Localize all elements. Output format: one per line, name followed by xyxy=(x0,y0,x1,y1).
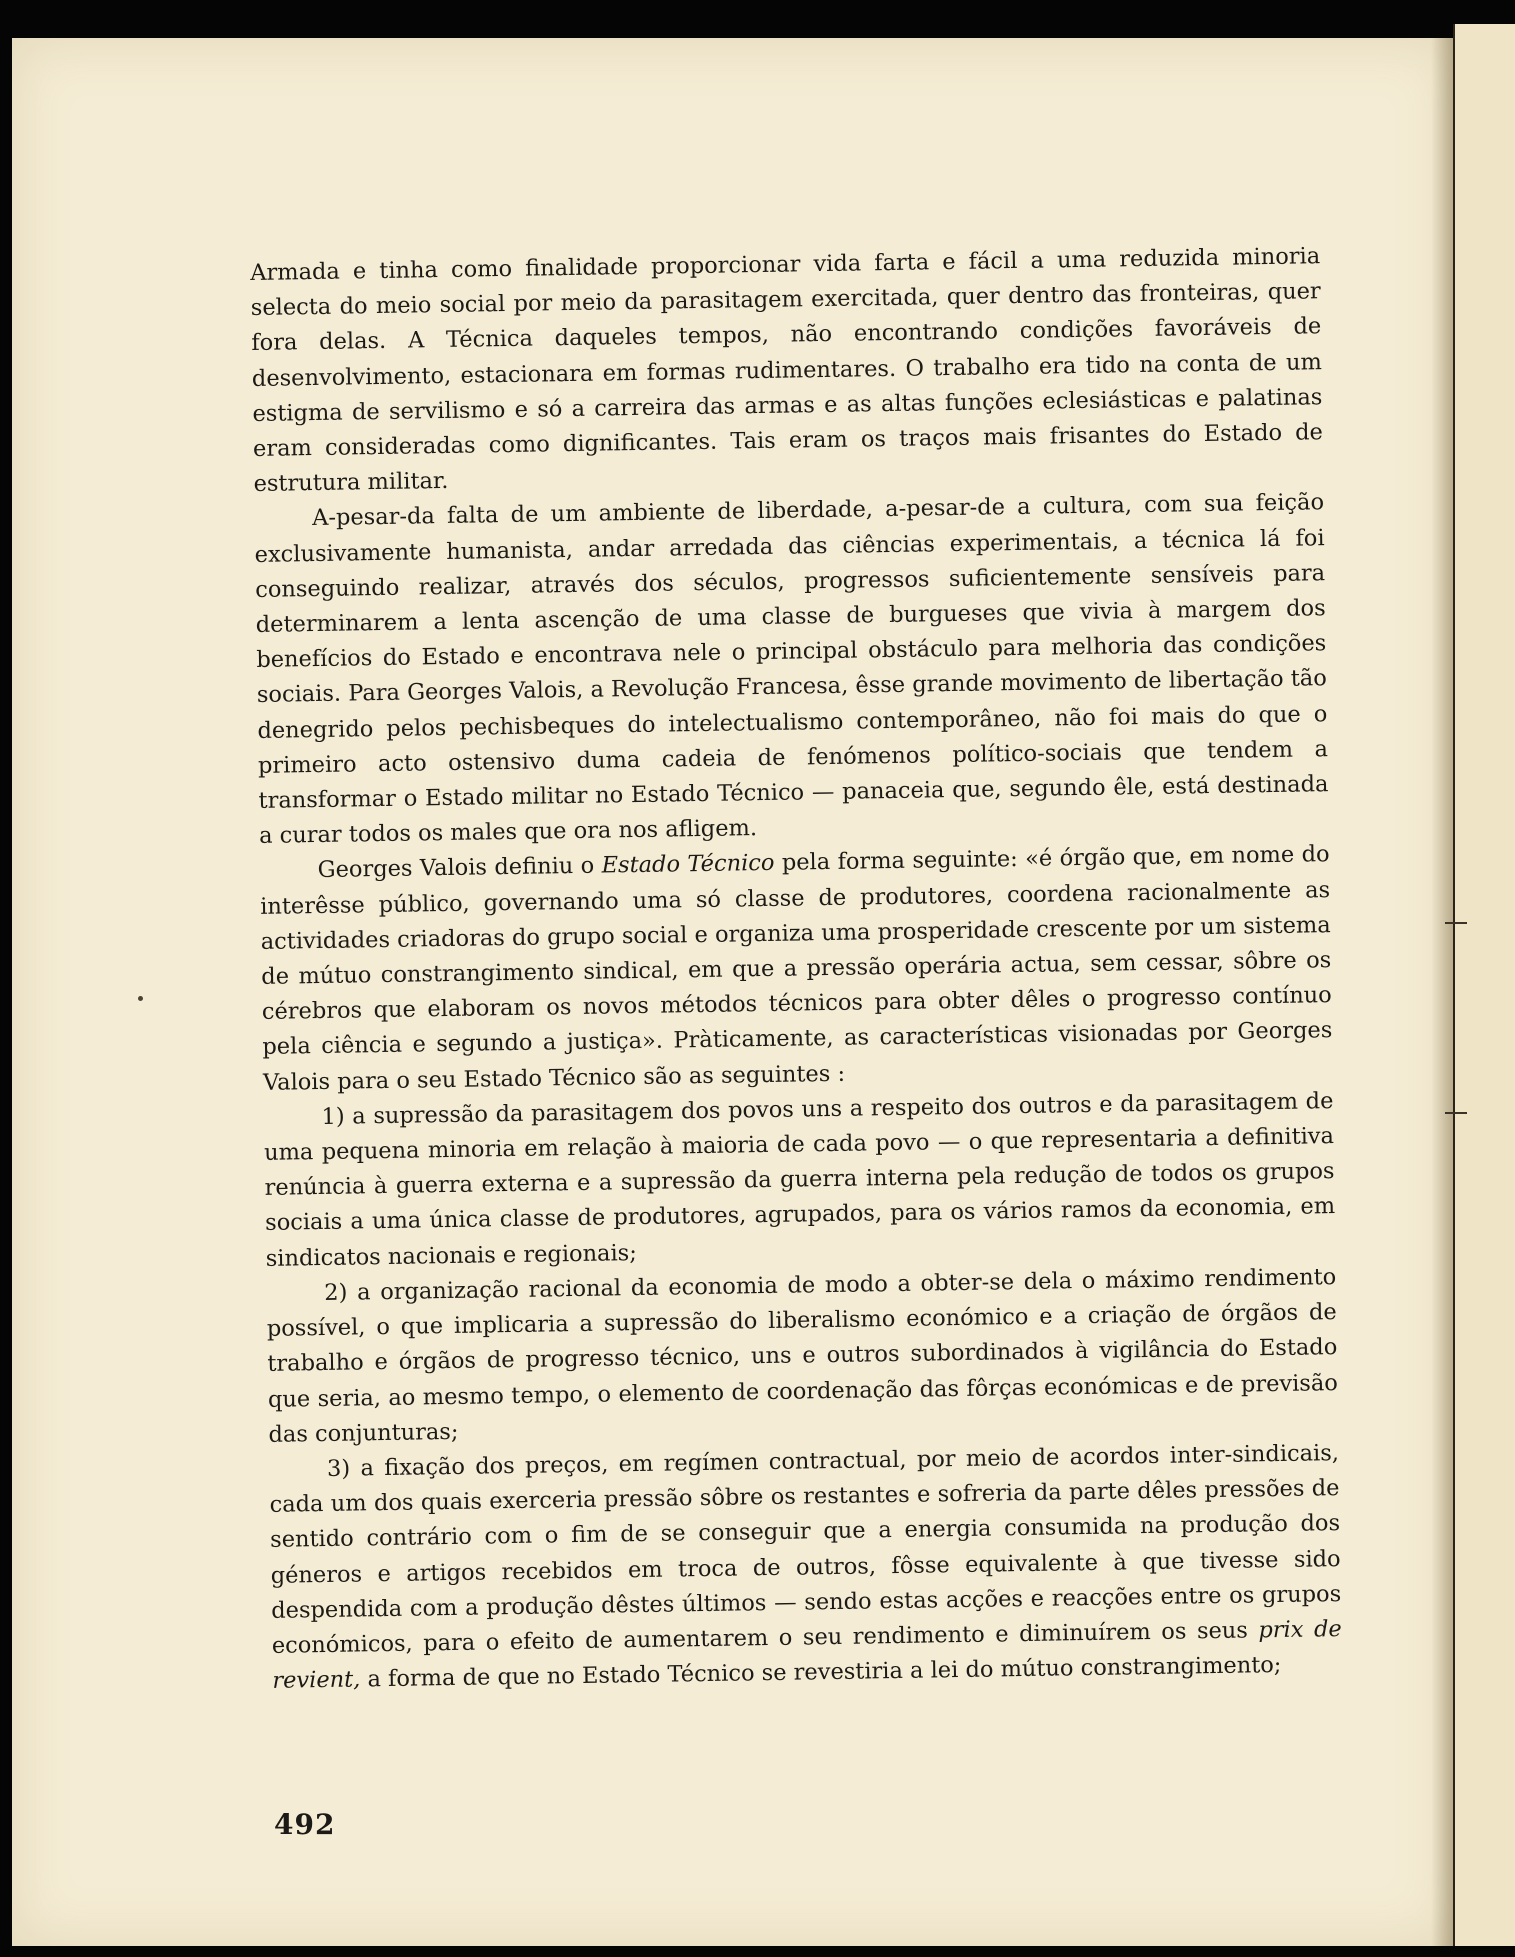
page-body-text xyxy=(250,239,1343,1699)
item3-text-before: 3) a fixação dos preços, em regímen contractual, por meio de acordos inter-sindicais, cada um dos quais exerceria pressão sôbre os restantes e sofreria da parte dêles pressões de sentido contrário com o fim de se conseguir que a energia consumida na produção dos géneros e artigos recebidos em troca de outros, fôsse equivalente à que tivesse sido despendida com a produção dêstes últimos — sendo estas acções e reacções entre os grupos económicos, para o efeito de aumentarem o seu rendimento e diminuírem os seus xyxy=(269,1439,1342,1659)
page-number: 492 xyxy=(274,1808,336,1841)
page-edge-mark xyxy=(1445,922,1467,924)
item3-text-after: a forma de que no Estado Técnico se revestiria a lei do mútuo constrangimento; xyxy=(360,1652,1282,1693)
paragraph-french-revolution: A-pesar-da falta de um ambiente de liberdade, a-pesar-de a cultura, com sua feição exclusivamente humanista, andar arredada das ciências experimentais, a técnica lá foi conseguindo realizar, através dos séculos, progressos suficientemente sensíveis para determinarem a lenta ascenção de uma classe de burgueses que vivia à margem dos benefícios do Estado e encontrava nele o principal obstáculo para melhoria das condições sociais. Para Georges Valois, a Revolução Francesa, êsse grande movimento de libertação tão denegrido pelos pechisbeques do intelectualismo contemporâneo, não foi mais do que o primeiro acto ostensivo duma cadeia de fenómenos político-sociais que tendem a transformar o Estado militar no Estado Técnico — panaceia que, segundo êle, está destinada a curar todos os males que ora nos afligem. xyxy=(254,489,1329,850)
list-item-3 xyxy=(269,1436,1343,1699)
paragraph-technical-state-definition xyxy=(259,838,1333,1101)
page-edge-mark xyxy=(1445,1112,1467,1114)
list-item-1: 1) a supressão da parasitagem dos povos uns a respeito dos outros e da parasitagem de uma pequena minoria em relação à maioria de cada povo — o que representaria a definitiva renúncia à guerra externa e a supressão da guerra interna pela redução de todos os grupos sociais a uma única classe de produtores, agrupados, para os vários ramos da economia, em sindicatos nacionais e regionais; xyxy=(263,1087,1336,1272)
paragraph-military-state: Armada e tinha como finalidade proporcionar vida farta e fácil a uma reduzida minoria selecta do meio social por meio da parasitagem exercitada, quer dentro das fronteiras, quer fora delas. A Técnica daqueles tempos, não encontrando condições favoráveis de desenvolvimento, estacionara em formas rudimentares. O trabalho era tido na conta de um estigma de servilismo e só a carreira das armas e as altas funções eclesiásticas e palatinas eram consideradas como dignificantes. Tais eram os traços mais frisantes do Estado de estrutura militar. xyxy=(250,243,1324,498)
definition-text-before: Georges Valois definiu o xyxy=(317,853,602,884)
list-item-2: 2) a organização racional da economia de modo a obter-se dela o máximo rendimento possível, o que implicaria a supressão do liberalismo económico e a criação de órgãos de trabalho e órgãos de progresso técnico, uns e outros subordinados à vigilância do Estado que seria, ao mesmo tempo, o elemento de coordenação das fôrças económicas e de previsão das conjunturas; xyxy=(266,1263,1339,1448)
book-page xyxy=(12,38,1453,1946)
definition-text-after: pela forma seguinte: «é órgão que, em nome do interêsse público, governando uma só classe de produtores, coordena racionalmente as actividades criadoras do grupo social e organiza uma prosperidade crescente por um sistema de mútuo constrangimento sindical, em que a pressão operária actua, sem cessar, sôbre os cérebros que elaboram os novos métodos técnicos para obter dêles o progresso contínuo pela ciência e segundo a justiça». Pràticamente, as características visionadas por Georges Valois para o seu Estado Técnico são as seguintes : xyxy=(260,841,1333,1096)
definition-italic-term: Estado Técnico xyxy=(601,850,775,880)
paper-speck xyxy=(138,996,143,1001)
adjacent-page-edge xyxy=(1453,24,1515,1946)
item3-italic-term: prix de revient, xyxy=(272,1615,1342,1694)
